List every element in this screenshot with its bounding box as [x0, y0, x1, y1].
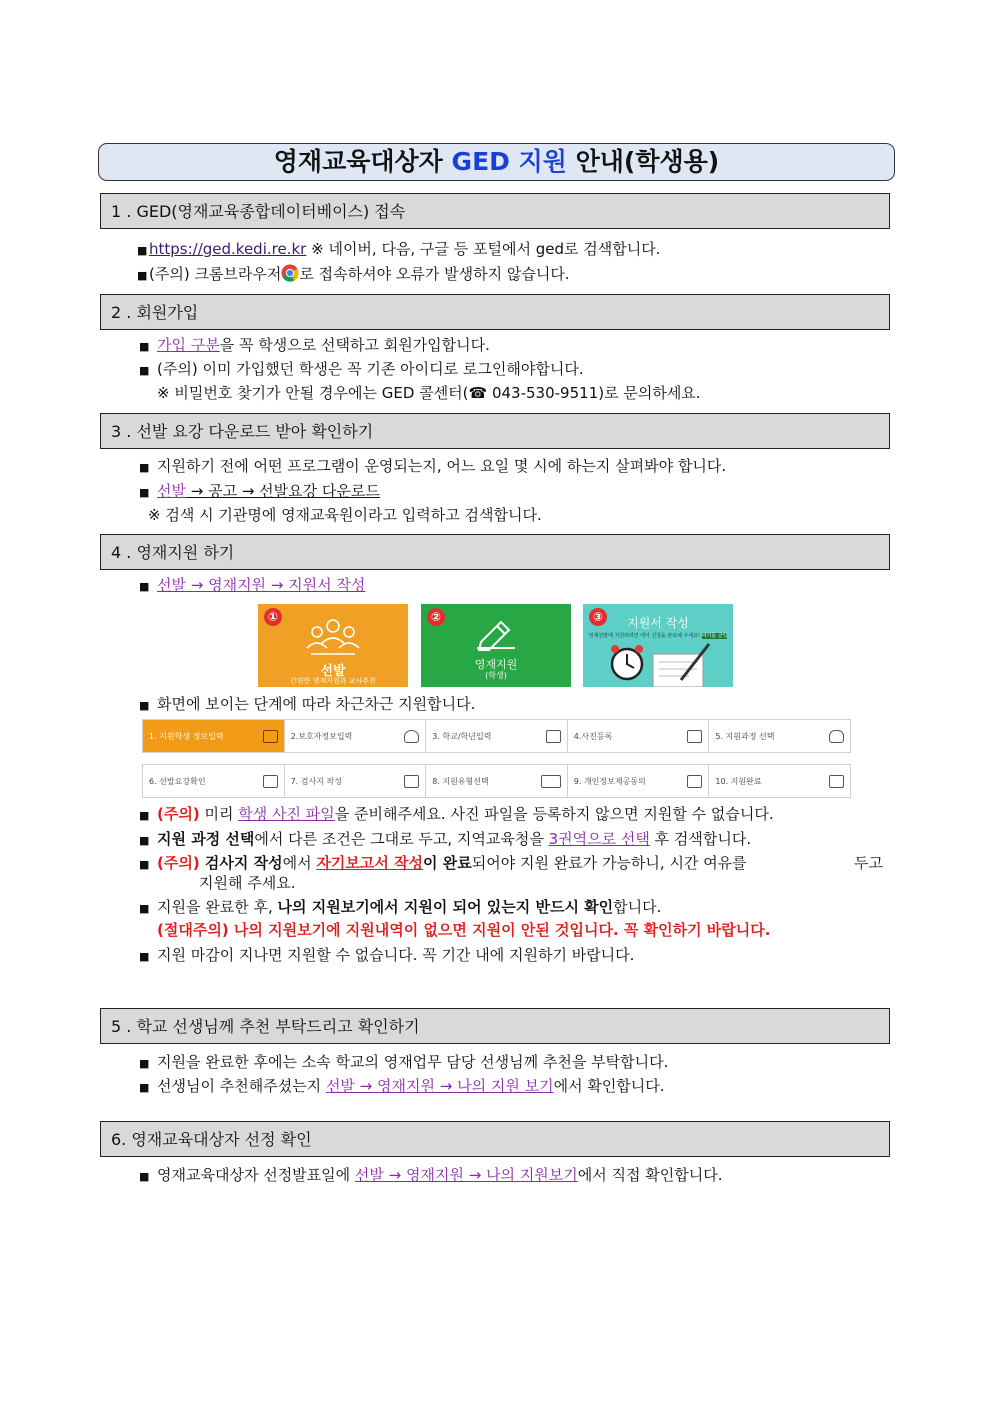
- ged-url-link[interactable]: https://ged.kedi.re.kr: [149, 240, 307, 258]
- image-icon: [687, 730, 702, 743]
- s4-note-3-tail: 두고: [854, 854, 883, 872]
- card-apply: ② 영재지원 (학생): [421, 604, 571, 687]
- clock-document-icon: [597, 640, 721, 687]
- s3-line-2: ■ 선발 → 공고 → 선발요강 다운로드: [139, 482, 380, 500]
- clipboard-icon: [263, 775, 278, 788]
- card-selection: ① 선발 간편한 영재지원과 교사추천: [258, 604, 408, 687]
- s4-note-2: ■ 지원 과정 선택에서 다른 조건은 그대로 두고, 지역교육청을 3권역으로 선택 후 검색합니다.: [139, 830, 752, 848]
- s6-line-1: ■ 영재교육대상자 선정발표일에 선발 → 영재지원 → 나의 지원보기에서 직접 확인합니다.: [139, 1166, 723, 1184]
- thumbs-up-icon: [546, 730, 561, 743]
- section-1-header: 1 . GED(영재교육종합데이터베이스) 접속: [100, 193, 890, 229]
- my-application-link-1[interactable]: 선발 → 영재지원 → 나의 지원 보기: [325, 1077, 554, 1095]
- steps-row-1: [142, 719, 850, 753]
- s4-note-5: ■ 지원 마감이 지나면 지원할 수 없습니다. 꼭 기간 내에 지원하기 바랍니다.: [139, 946, 635, 964]
- step-2[interactable]: 2.보호자정보입력: [284, 719, 427, 753]
- s1-line-1: ■ https://ged.kedi.re.kr ※ 네이버, 다음, 구글 등 포털에서 ged로 검색합니다.: [137, 240, 661, 258]
- s4-warning-absolute: (절대주의) 나의 지원보기에 지원내역이 없으면 지원이 안된 것입니다. 꼭 확인하기 바랍니다.: [157, 921, 771, 939]
- id-card-icon: [687, 775, 702, 788]
- card-application-form: ③ 지원서 작성 영재선발에 지원하려면 에서 신청을 완료해 주세요! 여기를 클릭: [583, 604, 733, 687]
- s4-note-3: ■ (주의) 검사지 작성에서 자기보고서 작성이 완료되어야 지원 완료가 가능하니, 시간 여유를: [139, 854, 747, 872]
- s4-step-intro: ■ 화면에 보이는 단계에 따라 차근차근 지원합니다.: [139, 695, 476, 713]
- s4-note-1: ■ (주의) 미리 학생 사진 파일을 준비해주세요. 사진 파일을 등록하지 않으면 지원할 수 없습니다.: [139, 805, 774, 823]
- s2-line-2: ■ (주의) 이미 가입했던 학생은 꼭 기존 아이디로 로그인해야합니다.: [139, 360, 584, 378]
- apply-path-link[interactable]: 선발 → 영재지원 → 지원서 작성: [157, 576, 366, 594]
- pencil-paper-icon: [471, 618, 521, 654]
- steps-row-2: [142, 764, 850, 798]
- step-5[interactable]: 5. 지원과정 선택: [708, 719, 851, 753]
- form-icon: [263, 730, 278, 743]
- step-7[interactable]: 7. 검사지 작성: [284, 764, 427, 798]
- s2-line-3: ※ 비밀번호 찾기가 안될 경우에는 GED 콜센터(☎ 043-530-9511)로 문의하세요.: [157, 384, 701, 402]
- s5-line-1: ■ 지원을 완료한 후에는 소속 학교의 영재업무 담당 선생님께 추천을 부탁합니다.: [139, 1053, 669, 1071]
- my-application-link-2[interactable]: 선발 → 영재지원 → 나의 지원보기: [354, 1166, 578, 1184]
- s2-line-1: ■ 가입 구분을 꼭 학생으로 선택하고 회원가입합니다.: [139, 336, 490, 354]
- page-title: 영재교육대상자 GED 지원 안내(학생용): [98, 143, 895, 181]
- s3-line-3: ※ 검색 시 기관명에 영재교육원이라고 입력하고 검색합니다.: [148, 506, 542, 524]
- section-5-header: 5 . 학교 선생님께 추천 부탁드리고 확인하기: [100, 1008, 890, 1044]
- section-6-header: 6. 영재교육대상자 선정 확인: [100, 1121, 890, 1157]
- document-icon: [829, 775, 844, 788]
- join-type-link[interactable]: 가입 구분: [157, 336, 220, 354]
- step-6[interactable]: 6. 선발요강확인: [142, 764, 285, 798]
- student-photo-link[interactable]: 학생 사진 파일: [238, 805, 335, 823]
- title-highlight: GED 지원: [451, 147, 567, 176]
- self-report-link[interactable]: 자기보고서 작성: [316, 854, 424, 872]
- laptop-icon: [541, 775, 561, 788]
- chrome-icon: [281, 264, 299, 282]
- people-group-icon: [303, 614, 363, 658]
- edit-icon: [404, 775, 419, 788]
- section-4-header: 4 . 영재지원 하기: [100, 534, 890, 570]
- s4-note-4: ■ 지원을 완료한 후, 나의 지원보기에서 지원이 되어 있는지 반드시 확인합니다.: [139, 898, 662, 916]
- hand-pointer-icon: [829, 730, 844, 743]
- s4-note-3-cont: 지원해 주세요.: [199, 874, 296, 892]
- s5-line-2: ■ 선생님이 추천해주셨는지 선발 → 영재지원 → 나의 지원 보기에서 확인합니다.: [139, 1077, 665, 1095]
- step-1[interactable]: 1. 지원학생 정보입력: [142, 719, 285, 753]
- step-9[interactable]: 9. 개인정보제공동의: [567, 764, 710, 798]
- step-4[interactable]: 4.사진등록: [567, 719, 710, 753]
- download-path-link[interactable]: → 공고 → 선발요강 다운로드: [185, 482, 380, 500]
- s1-line-2: ■ (주의) 크롬브라우저 로 접속하셔야 오류가 발생하지 않습니다.: [137, 265, 570, 283]
- step-3[interactable]: 3. 학교/학년입력: [425, 719, 568, 753]
- s3-line-1: ■ 지원하기 전에 어떤 프로그램이 운영되는지, 어느 요일 몇 시에 하는지 살펴봐야 합니다.: [139, 457, 727, 475]
- section-3-header: 3 . 선발 요강 다운로드 받아 확인하기: [100, 413, 890, 449]
- step-10[interactable]: 10. 지원완료: [708, 764, 851, 798]
- step-8[interactable]: 8. 지원유형선택: [425, 764, 568, 798]
- person-icon: [404, 730, 419, 743]
- region-3-link[interactable]: 3권역으로 선택: [548, 830, 650, 848]
- section-2-header: 2 . 회원가입: [100, 294, 890, 330]
- s4-path: ■ 선발 → 영재지원 → 지원서 작성: [139, 576, 366, 594]
- selection-link[interactable]: 선발: [157, 482, 186, 500]
